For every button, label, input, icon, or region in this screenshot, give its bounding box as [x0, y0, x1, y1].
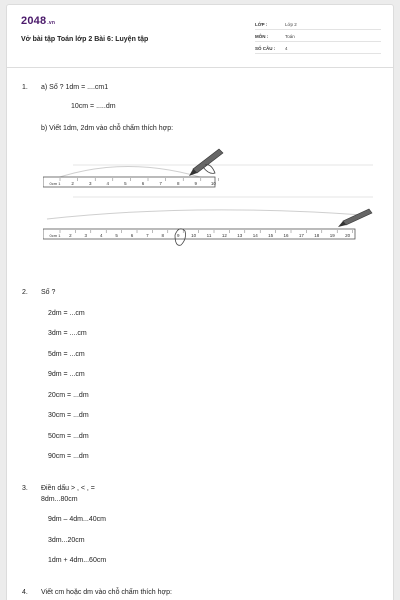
ruler-tick-label: 6 — [141, 181, 145, 186]
ruler-tick-label: 7 — [146, 233, 149, 238]
ruler-tick-label: 13 — [237, 233, 243, 238]
question-3-number: 3. — [22, 485, 28, 492]
ruler-tick-label: 11 — [206, 233, 212, 238]
info-value: 4 — [285, 45, 288, 51]
ruler-tick-label: 12 — [221, 233, 227, 238]
ruler-tick-label: 4 — [106, 181, 110, 186]
ruler-tick-label: 3 — [88, 181, 92, 186]
info-row-count — [255, 43, 381, 54]
page-title: Vở bài tập Toán lớp 2 Bài 6: Luyện tập — [21, 36, 149, 43]
question-2-item: 3dm = ....cm — [48, 330, 87, 337]
info-value: Lớp 2 — [285, 21, 297, 27]
ruler-illustration — [43, 143, 379, 267]
info-key: LỚP : — [255, 21, 268, 27]
pencil-icon — [189, 149, 223, 176]
ruler-tick-label: 2 — [71, 181, 74, 186]
question-2-item: 9dm = ...cm — [48, 371, 85, 378]
info-panel — [255, 19, 381, 55]
question-2-number: 2. — [22, 289, 28, 296]
question-3-item: 9dm – 4dm...40cm — [48, 516, 106, 523]
info-key: SỐ CÂU : — [255, 45, 276, 51]
info-key: MÔN : — [255, 33, 269, 39]
ruler-tick-label: 15 — [268, 233, 274, 238]
pencil-icon — [338, 209, 372, 227]
ruler-tick-label: 18 — [314, 233, 320, 238]
ruler-tick-label: 5 — [115, 233, 118, 238]
question-2-item: 50cm = ...dm — [48, 433, 89, 440]
info-value: Toán — [285, 33, 295, 39]
question-2-text: Số ? — [41, 289, 56, 296]
ruler-tick-label: 19 — [329, 233, 335, 238]
ruler-tick-label: 6 — [130, 233, 134, 238]
info-row-subject — [255, 31, 381, 42]
ruler-tick-label: 17 — [298, 233, 304, 238]
ruler-tick-label: 5 — [124, 181, 127, 186]
ruler-tick-label: 10 — [210, 181, 216, 186]
question-1-a-line1: a) Số ? 1dm = ....cm1 — [41, 84, 109, 91]
site-logo[interactable] — [21, 15, 55, 27]
ruler-tick-label: 7 — [159, 181, 162, 186]
ruler-tick-label: 0cm 1 — [49, 181, 61, 186]
ruler-tick-label: 2 — [69, 233, 72, 238]
question-1-a-line2: 10cm = .....dm — [71, 103, 116, 110]
question-2-item: 30cm = ...dm — [48, 412, 89, 419]
ruler-tick-label: 20 — [345, 233, 351, 238]
ruler-tick-label: 9 — [194, 181, 198, 186]
info-row-class — [255, 19, 381, 30]
ruler-tick-label: 10 — [191, 233, 197, 238]
question-1-number: 1. — [22, 84, 28, 91]
question-2-item: 2dm = ...cm — [48, 310, 85, 317]
ruler-tick-label: 9 — [176, 233, 180, 238]
question-4-text: Viết cm hoặc dm vào chỗ chấm thích hợp: — [41, 589, 172, 596]
ruler-svg — [43, 143, 379, 267]
ruler-tick-label: 4 — [99, 233, 103, 238]
question-3-item: 3dm...20cm — [48, 537, 85, 544]
logo-suffix: .vn — [47, 20, 56, 26]
question-3-line: 8dm...80cm — [41, 496, 78, 503]
ruler-tick-label: 0cm 1 — [49, 233, 61, 238]
question-4-number: 4. — [22, 589, 28, 596]
header-divider — [7, 67, 393, 68]
ruler-2 — [43, 229, 355, 239]
question-2-item: 5dm = ...cm — [48, 351, 85, 358]
question-2-item: 20cm = ...dm — [48, 392, 89, 399]
question-3-text: Điền dấu > , < , = — [41, 485, 95, 492]
ruler-tick-label: 3 — [84, 233, 88, 238]
question-1-b-text: b) Viết 1dm, 2dm vào chỗ chấm thích hợp: — [41, 125, 174, 132]
ruler-tick-label: 16 — [283, 233, 289, 238]
question-2-item: 90cm = ...dm — [48, 453, 89, 460]
ruler-tick-label: 14 — [252, 233, 258, 238]
ruler-1 — [43, 177, 215, 187]
worksheet-page — [6, 4, 394, 600]
logo-text: 2048 — [21, 15, 47, 27]
ruler-tick-label: 8 — [176, 181, 180, 186]
question-3-item: 1dm + 4dm...60cm — [48, 557, 107, 564]
ruler-tick-label: 8 — [161, 233, 165, 238]
